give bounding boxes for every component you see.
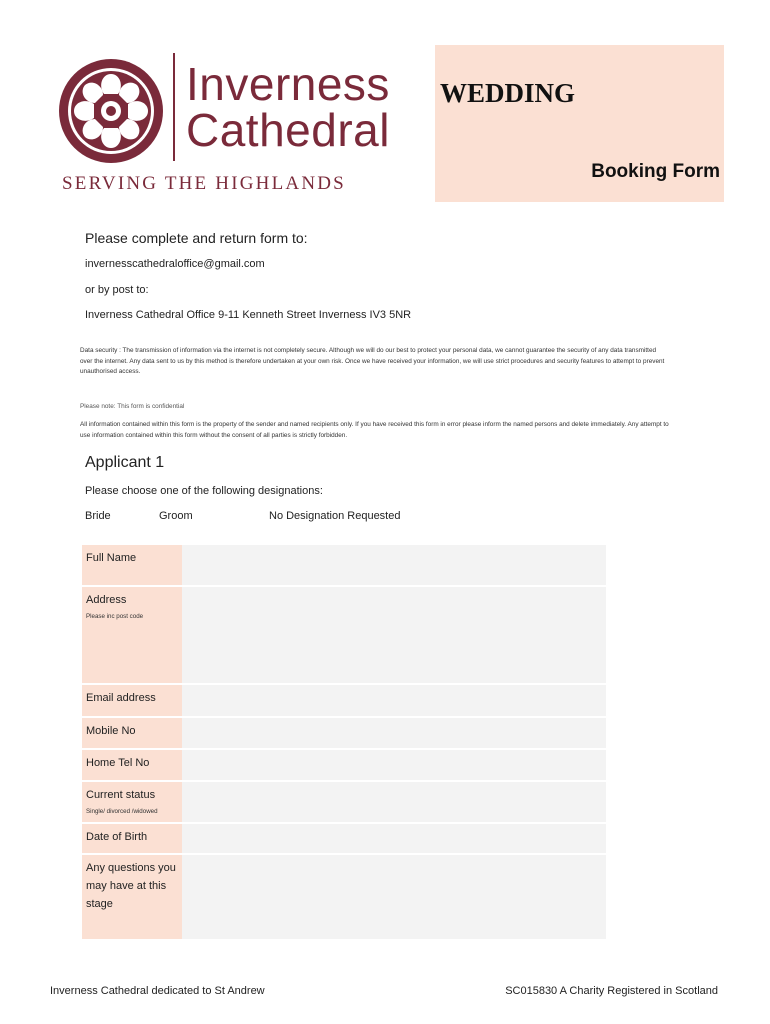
address-label: Address (86, 594, 127, 606)
email-label: Email address (86, 692, 156, 704)
full-name-label: Full Name (86, 552, 137, 564)
designation-option-groom[interactable]: Groom (159, 510, 193, 522)
postal-address: Inverness Cathedral Office 9-11 Kenneth Street Inverness IV3 5NR (85, 309, 412, 321)
home-tel-label: Home Tel No (86, 757, 150, 769)
form-row-mobile (82, 718, 606, 748)
form-row-email (82, 685, 606, 716)
office-email[interactable]: invernesscathedraloffice@gmail.com (85, 258, 265, 270)
designation-prompt: Please choose one of the following designations: (85, 485, 323, 497)
mobile-label: Mobile No (86, 725, 136, 737)
form-row-questions (82, 855, 606, 939)
row-label-panel (82, 824, 182, 853)
return-instructions-heading: Please complete and return form to: (85, 230, 308, 246)
row-label-panel (82, 782, 182, 822)
questions-label: Any questions you may have at this stage (86, 862, 176, 910)
footer-dedication: Inverness Cathedral dedicated to St Andrew (50, 985, 265, 997)
data-security-notice: Data security : The transmission of information via the internet is not completely secure. Although we will do our best to protect your personal data, we cannot guarantee the security of any data transmitted over the internet. Any data sent to us by this method is therefore undertaken at your own risk. Once we have received your information, we will use strict procedures and security features to attempt to prevent unauthorised access. (80, 347, 665, 375)
date-of-birth-field[interactable] (182, 824, 606, 853)
form-row-address (82, 587, 606, 683)
brand-name-line-2: Cathedral (186, 104, 390, 156)
home-tel-field[interactable] (182, 750, 606, 780)
current-status-field[interactable] (182, 782, 606, 822)
address-field[interactable] (182, 587, 606, 683)
full-name-field[interactable] (182, 545, 606, 585)
applicant-heading: Applicant 1 (85, 454, 165, 471)
row-label-panel (82, 685, 182, 716)
information-ownership-notice: All information contained within this form is the property of the sender and named recipients only. If you have received this form in error please inform the named persons and delete immediately. Any attempt to use information contained within this form without the consent of all parties is strictly forbidden. (80, 421, 669, 439)
address-note: Please inc post code (86, 613, 144, 620)
brand-tagline: SERVING THE HIGHLANDS (62, 173, 346, 194)
form-row-full-name (82, 545, 606, 585)
cathedral-rose-window-logo-icon (58, 58, 164, 164)
brand-name-line-1: Inverness (186, 58, 390, 110)
form-subtitle: Booking Form (591, 161, 720, 182)
email-field[interactable] (182, 685, 606, 716)
row-label-panel (82, 855, 182, 939)
questions-field[interactable] (182, 855, 606, 939)
row-label-panel (82, 718, 182, 748)
footer-charity-number: SC015830 A Charity Registered in Scotland (505, 985, 718, 997)
form-row-date-of-birth (82, 824, 606, 853)
designation-option-bride[interactable]: Bride (85, 510, 111, 522)
post-intro: or by post to: (85, 284, 149, 296)
row-label-panel (82, 587, 182, 683)
date-of-birth-label: Date of Birth (86, 831, 148, 843)
mobile-field[interactable] (182, 718, 606, 748)
current-status-label: Current status (86, 789, 156, 801)
row-label-panel (82, 545, 182, 585)
row-label-panel (82, 750, 182, 780)
confidential-note: Please note: This form is confidential (80, 403, 185, 410)
form-row-current-status (82, 782, 606, 822)
form-title: WEDDING (440, 78, 576, 108)
designation-option-none[interactable]: No Designation Requested (269, 510, 401, 522)
logo-divider (173, 53, 175, 161)
form-row-home-tel (82, 750, 606, 780)
current-status-note: Single/ divorced /widowed (86, 808, 158, 815)
